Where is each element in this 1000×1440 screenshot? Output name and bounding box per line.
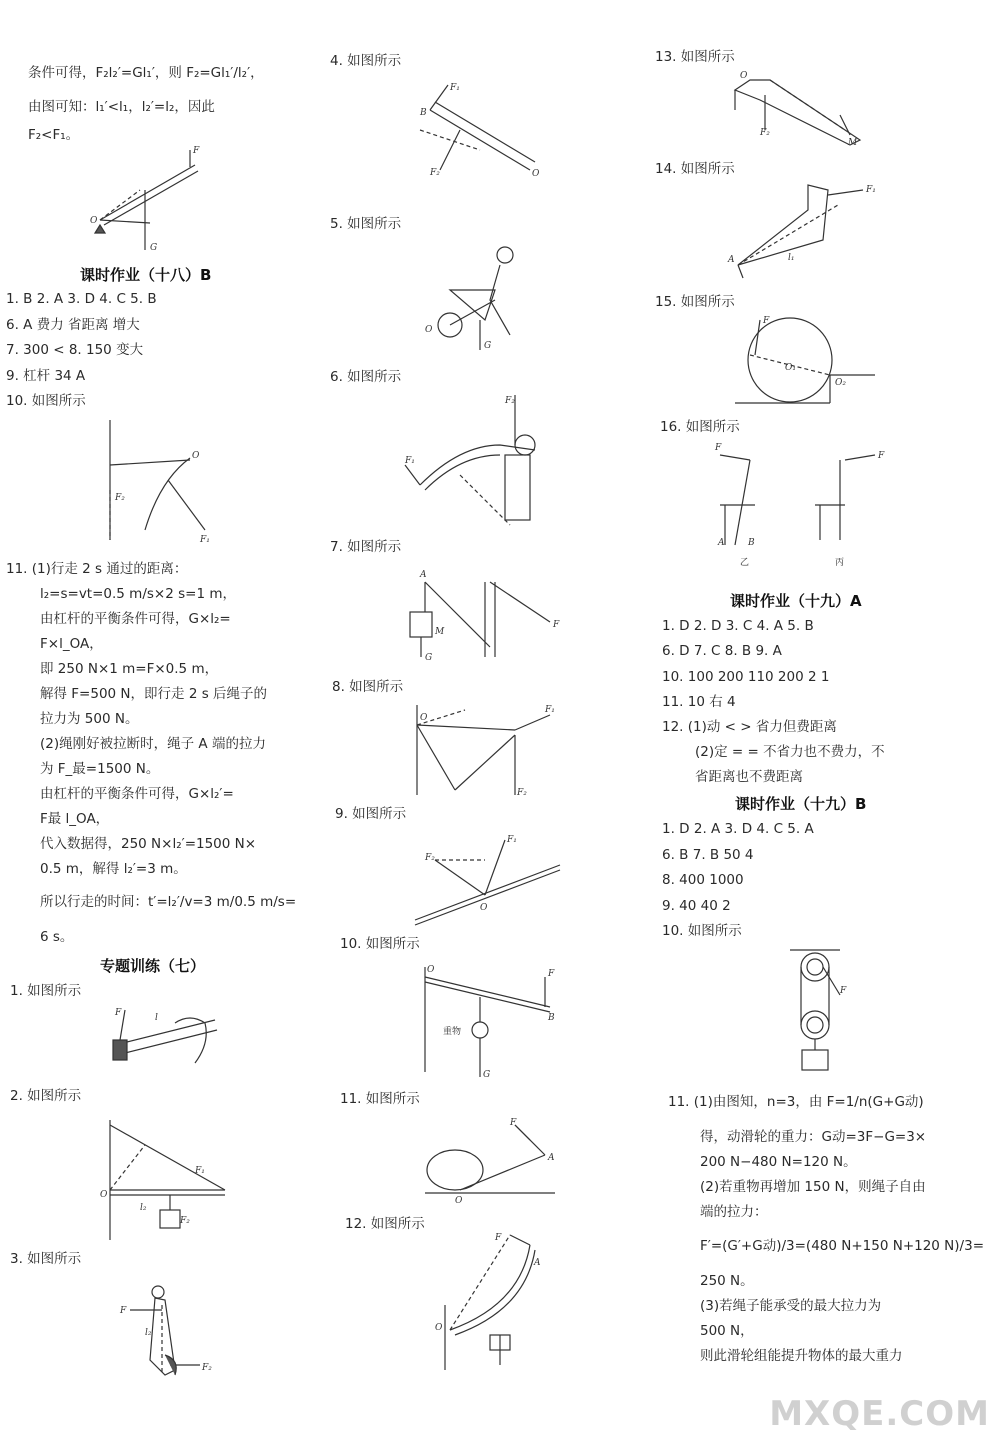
section-heading: 课时作业（十九）B — [735, 795, 867, 813]
answer-line: 为 F_最=1500 N。 — [40, 761, 160, 777]
answer-line: (2)绳刚好被拉断时，绳子 A 端的拉力 — [40, 736, 266, 752]
svg-text:l₁: l₁ — [788, 253, 795, 263]
answer-line: 16. 如图所示 — [660, 419, 740, 435]
answer-line: 6 s。 — [40, 929, 74, 945]
svg-text:A: A — [548, 1153, 555, 1163]
section-heading: 课时作业（十八）B — [80, 266, 212, 284]
answer-line: 5. 如图所示 — [330, 216, 402, 232]
svg-text:F₂: F₂ — [425, 853, 435, 863]
svg-text:O: O — [455, 1196, 463, 1206]
svg-text:F: F — [878, 451, 885, 461]
answer-line: 2. 如图所示 — [10, 1088, 82, 1104]
svg-text:O: O — [100, 1190, 108, 1200]
answer-line: F′=(G′+G动)/3=(480 N+150 N+120 N)/3= — [700, 1238, 985, 1254]
answer-line: 15. 如图所示 — [655, 294, 735, 310]
watermark: MXQE.COM — [769, 1394, 990, 1434]
answer-line: 7. 300 < 8. 150 变大 — [6, 342, 144, 358]
svg-text:F₁: F₁ — [507, 835, 517, 845]
svg-text:O: O — [532, 169, 540, 179]
answer-line: 9. 杠杆 34 A — [6, 368, 86, 384]
svg-text:F: F — [763, 316, 770, 326]
svg-text:M: M — [848, 138, 858, 148]
answer-line: 200 N−480 N=120 N。 — [700, 1154, 857, 1170]
section-heading: 课时作业（十九）A — [730, 592, 862, 610]
answer-line: 6. D 7. C 8. B 9. A — [662, 643, 782, 659]
svg-text:F: F — [510, 1118, 517, 1128]
lever-diagram-14 — [728, 180, 878, 280]
answer-line: 0.5 m，解得 l₂′=3 m。 — [40, 861, 187, 877]
svg-text:l₂: l₂ — [140, 1203, 147, 1213]
svg-text:O₂: O₂ — [835, 378, 846, 388]
answer-line: 12. 如图所示 — [345, 1216, 425, 1232]
answer-line: (2)若重物再增加 150 N，则绳子自由 — [700, 1179, 926, 1195]
lever-diagram-8 — [405, 700, 565, 800]
answer-line: F最 l_OA， — [40, 811, 110, 827]
svg-text:F₁: F₁ — [405, 456, 415, 466]
answer-line: 14. 如图所示 — [655, 161, 735, 177]
answer-line: 得，动滑轮的重力：G动=3F−G=3× — [700, 1129, 927, 1145]
answer-line: 8. 如图所示 — [332, 679, 404, 695]
answer-line: 9. 如图所示 — [335, 806, 407, 822]
answer-line: 1. D 2. D 3. C 4. A 5. B — [662, 618, 814, 634]
answer-line: (3)若绳子能承受的最大拉力为 — [700, 1298, 882, 1314]
lever-diagram-12 — [430, 1235, 550, 1375]
answer-line: 500 N， — [700, 1323, 754, 1339]
fig16-label-a: 乙 — [740, 558, 750, 568]
svg-text:F: F — [553, 620, 560, 630]
answer-line: 端的拉力： — [700, 1204, 768, 1220]
svg-text:G: G — [425, 653, 433, 663]
answer-line: l₂=s=vt=0.5 m/s×2 s=1 m， — [40, 586, 236, 602]
svg-text:O: O — [420, 713, 428, 723]
svg-text:F: F — [495, 1233, 502, 1243]
lever-diagram-6 — [400, 395, 560, 525]
lever-diagram-11 — [425, 1115, 560, 1205]
svg-text:O: O — [480, 903, 488, 913]
svg-text:M: M — [435, 627, 445, 637]
lever-diagram-1 — [90, 145, 210, 255]
answer-line: 13. 如图所示 — [655, 49, 735, 65]
answer-line: 9. 40 40 2 — [662, 898, 731, 914]
answer-line: 6. B 7. B 50 4 — [662, 847, 754, 863]
answer-line: 10. 100 200 110 200 2 1 — [662, 669, 830, 685]
weight-label: 重物 — [443, 1027, 462, 1037]
answer-line: 3. 如图所示 — [10, 1251, 82, 1267]
answer-line: 1. D 2. A 3. D 4. C 5. A — [662, 821, 814, 837]
svg-text:A: A — [728, 255, 735, 265]
lever-diagram-7 — [405, 562, 565, 667]
svg-text:G: G — [484, 341, 492, 351]
answer-line: 代入数据得，250 N×l₂′=1500 N× — [40, 836, 257, 852]
svg-text:F₂: F₂ — [505, 396, 515, 406]
section-heading: 专题训练（七） — [100, 957, 206, 975]
svg-text:F₂: F₂ — [517, 788, 527, 798]
svg-text:F₁: F₁ — [195, 1166, 205, 1176]
fig16-label-b: 丙 — [835, 558, 845, 568]
svg-text:O: O — [192, 451, 200, 461]
svg-text:F: F — [115, 1008, 122, 1018]
answer-line: 11. 10 右 4 — [662, 694, 736, 710]
svg-text:B: B — [748, 538, 755, 548]
svg-text:l₂: l₂ — [145, 1328, 152, 1338]
svg-text:O: O — [425, 325, 433, 335]
lever-diagram-p1 — [105, 1005, 225, 1075]
lever-diagram-5 — [420, 240, 530, 350]
svg-text:F: F — [120, 1306, 127, 1316]
pulley-diagram — [780, 945, 850, 1075]
answer-line: 10. 如图所示 — [340, 936, 420, 952]
lever-diagram-9 — [415, 830, 565, 930]
svg-text:G: G — [483, 1070, 491, 1080]
answer-line: 250 N。 — [700, 1273, 754, 1289]
lever-diagram-4 — [420, 80, 540, 180]
text-line: 条件可得，F₂l₂′=Gl₁′，则 F₂=Gl₁′/l₂′， — [28, 65, 264, 81]
answer-line: 所以行走的时间：t′=l₂′/v=3 m/0.5 m/s= — [40, 894, 297, 910]
answer-line: (2)定 = = 不省力也不费力，不 — [695, 744, 885, 760]
answer-line: 11. 如图所示 — [340, 1091, 420, 1107]
answer-line: 6. 如图所示 — [330, 369, 402, 385]
svg-text:F₂: F₂ — [760, 128, 770, 138]
lever-diagram-p2 — [100, 1115, 230, 1245]
svg-text:B: B — [420, 108, 427, 118]
answer-line: 6. A 费力 省距离 增大 — [6, 317, 140, 333]
svg-text:F: F — [715, 443, 722, 453]
lever-diagram-10b — [415, 962, 565, 1082]
answer-line: 1. B 2. A 3. D 4. C 5. B — [6, 291, 157, 307]
svg-text:A: A — [420, 570, 427, 580]
svg-text:O: O — [435, 1323, 443, 1333]
answer-line: F×l_OA， — [40, 636, 103, 652]
svg-text:A: A — [718, 538, 725, 548]
svg-text:O: O — [740, 71, 748, 81]
text-line: 由图可知：l₁′<l₁，l₂′=l₂，因此 — [28, 99, 215, 115]
answer-line: 由杠杆的平衡条件可得，G×l₂= — [40, 611, 231, 627]
answer-line: 1. 如图所示 — [10, 983, 82, 999]
svg-text:F₁: F₁ — [545, 705, 555, 715]
svg-text:F₁: F₁ — [450, 83, 460, 93]
answer-line: 8. 400 1000 — [662, 872, 744, 888]
answer-line: 拉力为 500 N。 — [40, 711, 139, 727]
lever-diagram-10 — [100, 420, 220, 550]
lever-diagram-p3 — [120, 1280, 220, 1385]
svg-text:F₂: F₂ — [202, 1363, 212, 1373]
svg-text:O₁: O₁ — [785, 363, 796, 373]
answer-line: 则此滑轮组能提升物体的最大重力 — [700, 1348, 903, 1364]
answer-line: 由杠杆的平衡条件可得，G×l₂′= — [40, 786, 234, 802]
svg-text:l: l — [155, 1013, 158, 1023]
answer-line: 11. (1)行走 2 s 通过的距离： — [6, 561, 188, 577]
svg-text:G: G — [150, 243, 158, 253]
answer-line: 10. 如图所示 — [662, 923, 742, 939]
svg-text:F₂: F₂ — [115, 493, 125, 503]
lever-diagram-13 — [730, 70, 870, 150]
svg-text:F: F — [193, 146, 200, 156]
svg-text:F₂: F₂ — [180, 1216, 190, 1226]
svg-text:F₂: F₂ — [430, 168, 440, 178]
svg-text:O: O — [90, 216, 98, 226]
svg-text:F: F — [548, 969, 555, 979]
text-line: F₂<F₁。 — [28, 127, 80, 143]
lever-diagram-16 — [700, 440, 900, 570]
answer-line: 11. (1)由图知，n=3，由 F=1/n(G+G动) — [668, 1094, 924, 1110]
answer-line: 4. 如图所示 — [330, 53, 402, 69]
answer-line: 解得 F=500 N，即行走 2 s 后绳子的 — [40, 686, 268, 702]
answer-line: 10. 如图所示 — [6, 393, 86, 409]
lever-diagram-15 — [735, 315, 880, 410]
answer-line: 7. 如图所示 — [330, 539, 402, 555]
answer-line: 即 250 N×1 m=F×0.5 m， — [40, 661, 219, 677]
svg-text:O: O — [427, 965, 435, 975]
answer-line: 省距离也不费距离 — [695, 769, 803, 785]
svg-text:F₁: F₁ — [200, 535, 210, 545]
answer-line: 12. (1)动 < > 省力但费距离 — [662, 719, 837, 735]
svg-text:F₁: F₁ — [866, 185, 876, 195]
svg-text:F: F — [840, 986, 847, 996]
svg-text:A: A — [534, 1258, 541, 1268]
svg-text:B: B — [548, 1013, 555, 1023]
